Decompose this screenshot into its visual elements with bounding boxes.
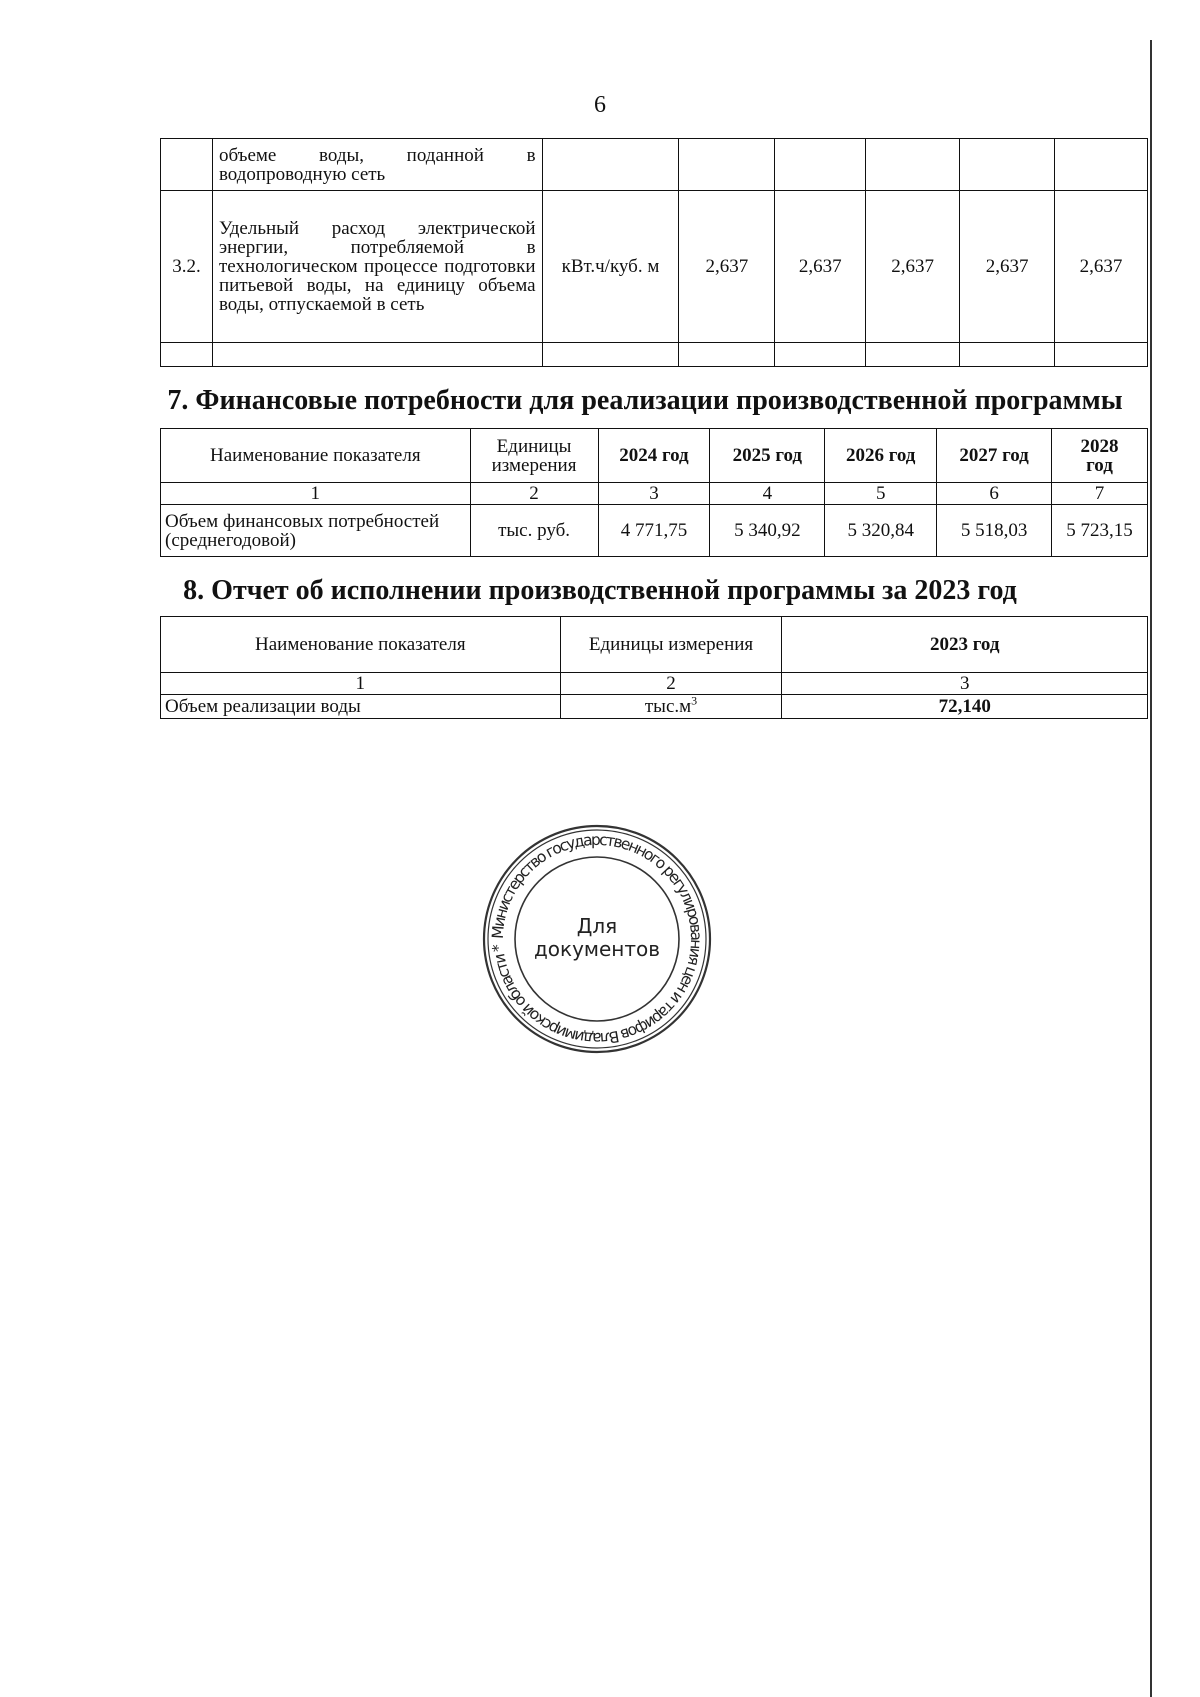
column-number-row (161, 673, 1148, 695)
stamp-center-line: Для (576, 914, 618, 938)
table-row (161, 191, 1148, 343)
row-number (161, 139, 213, 191)
row-number: 3.2. (161, 191, 213, 343)
indicator-unit (542, 139, 679, 191)
unit-text: тыс.м (644, 696, 692, 717)
program-report-table (160, 616, 1148, 719)
empty-cell (1055, 343, 1148, 367)
indicator-name: Объем финансовых потребностей (среднегодовой) (161, 505, 471, 557)
stamp-ring-text: Министерство государственного регулирования цен и тарифов Владимирской области * (488, 830, 706, 1048)
empty-cell (161, 343, 213, 367)
unit-superscript: 3 (691, 693, 698, 708)
header-row (161, 429, 1148, 483)
empty-cell (775, 343, 866, 367)
value-cell: 2,637 (775, 191, 866, 343)
empty-cell (679, 343, 775, 367)
empty-cell (960, 343, 1055, 367)
header-cell: 2024 год (598, 429, 710, 483)
header-cell: 2023 год (782, 617, 1148, 673)
header-cell: 2028 год (1052, 429, 1148, 483)
header-cell: Единицы измерения (470, 429, 598, 483)
column-number: 5 (825, 483, 937, 505)
financial-needs-table (160, 428, 1148, 557)
value-cell: 2,637 (866, 191, 960, 343)
header-cell: Наименование показателя (161, 617, 561, 673)
page-number: 6 (594, 92, 606, 118)
section7-title: 7. Финансовые потребности для реализации производственной программы (167, 385, 1123, 416)
indicator-name: объеме воды, поданной в водопроводную сеть (212, 139, 542, 191)
column-number: 3 (598, 483, 710, 505)
value-cell: 2,637 (1055, 191, 1148, 343)
column-number-row (161, 483, 1148, 505)
indicator-name: Объем реализации воды (161, 695, 561, 719)
value-cell: 2,637 (679, 191, 775, 343)
indicators-table (160, 138, 1148, 367)
table-row (161, 343, 1148, 367)
column-number: 6 (937, 483, 1052, 505)
indicator-unit: тыс. руб. (470, 505, 598, 557)
column-number: 1 (161, 673, 561, 695)
header-row (161, 617, 1148, 673)
empty-cell (866, 343, 960, 367)
header-cell: 2027 год (937, 429, 1052, 483)
value-cell (679, 139, 775, 191)
value-cell: 4 771,75 (598, 505, 710, 557)
header-cell: 2025 год (710, 429, 825, 483)
value-cell: 72,140 (782, 695, 1148, 719)
value-cell: 5 723,15 (1052, 505, 1148, 557)
column-number: 2 (560, 673, 782, 695)
indicator-unit (560, 695, 782, 719)
indicator-unit: кВт.ч/куб. м (542, 191, 679, 343)
header-cell: 2026 год (825, 429, 937, 483)
header-cell: Единицы измерения (560, 617, 782, 673)
column-number: 3 (782, 673, 1148, 695)
value-cell (1055, 139, 1148, 191)
column-number: 4 (710, 483, 825, 505)
official-stamp (481, 823, 713, 1055)
header-cell: Наименование показателя (161, 429, 471, 483)
value-cell (866, 139, 960, 191)
value-cell: 5 518,03 (937, 505, 1052, 557)
column-number: 2 (470, 483, 598, 505)
table-row (161, 505, 1148, 557)
value-cell: 5 320,84 (825, 505, 937, 557)
stamp-center-text (481, 915, 713, 961)
table-row (161, 139, 1148, 191)
page-edge-line (1150, 40, 1152, 1697)
empty-cell (542, 343, 679, 367)
table-row (161, 695, 1148, 719)
value-cell: 2,637 (960, 191, 1055, 343)
value-cell (960, 139, 1055, 191)
indicator-name: Удельный расход электрической энергии, потребляемой в технологическом процессе подготовки питьевой воды, на единицу объема воды, отпускаемой в сеть (212, 191, 542, 343)
empty-cell (212, 343, 542, 367)
column-number: 1 (161, 483, 471, 505)
value-cell: 5 340,92 (710, 505, 825, 557)
stamp-center-line: документов (533, 937, 661, 961)
section8-title: 8. Отчет об исполнении производственной программы за 2023 год (183, 575, 1017, 606)
column-number: 7 (1052, 483, 1148, 505)
value-cell (775, 139, 866, 191)
